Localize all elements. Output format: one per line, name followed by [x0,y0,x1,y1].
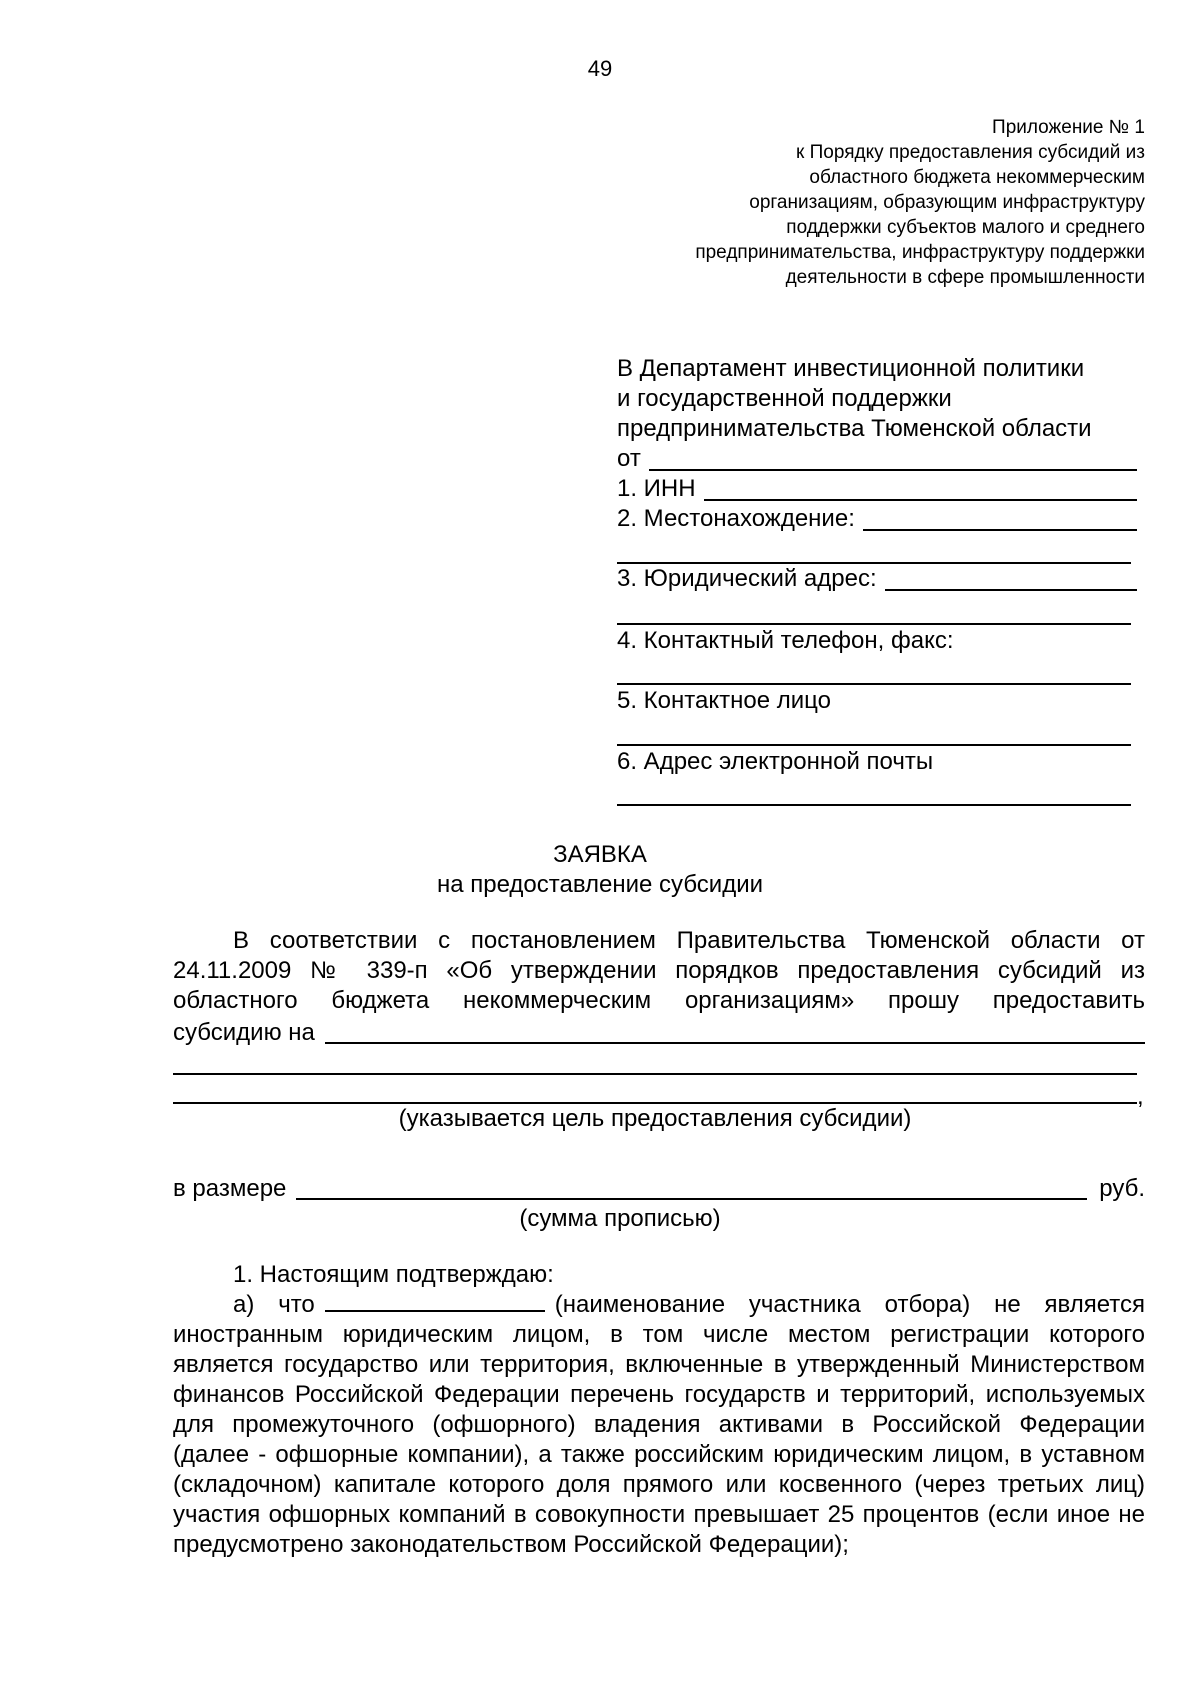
amount-unit: руб. [1099,1175,1145,1202]
inn-label: 1. ИНН [617,475,696,502]
subsidy-purpose-blank[interactable] [325,1018,1145,1044]
amount-label: в размере [173,1175,287,1202]
appendix-line: организациям, образующим инфраструктуру [749,192,1145,213]
legal-address-blank[interactable] [885,565,1137,591]
email-blank[interactable] [617,804,1131,806]
confirm-heading-text: 1. Настоящим подтверждаю: [233,1261,554,1288]
appendix-line: Приложение № 1 [992,117,1145,138]
intro-text: В соответствии с постановлением Правительства Тюменской области от 24.11.2009 № 339-п «Об утверждении порядков предоставления субсидий из областного бюджета некоммерческим организациям» прошу предоставить [173,927,1145,1014]
addressee-line: предпринимательства Тюменской области [617,415,1092,442]
legal-address-blank-line-2[interactable] [617,623,1131,625]
confirm-item-a [173,1290,1145,1560]
from-field[interactable] [617,444,1137,474]
addressee-line: и государственной поддержки [617,385,952,412]
location-blank[interactable] [863,505,1137,531]
subsidy-purpose-blank-line-2[interactable] [173,1073,1137,1075]
appendix-line: предпринимательства, инфраструктуру поддержки [695,242,1145,263]
appendix-line: областного бюджета некоммерческим [809,167,1145,188]
from-blank[interactable] [649,445,1137,471]
document-subtitle: на предоставление субсидии [436,871,764,898]
page-number: 49 [587,56,613,81]
purpose-comma: , [1137,1083,1144,1110]
participant-name-blank[interactable] [325,1290,545,1312]
phone-blank[interactable] [617,683,1131,685]
phone-field [617,626,1137,656]
appendix-line: к Порядку предоставления субсидий из [796,142,1145,163]
phone-label: 4. Контактный телефон, факс: [617,627,954,654]
location-label: 2. Местонахождение: [617,505,855,532]
confirm-a-text: (наименование участника отбора) не является иностранным юридическим лицом, в том числе местом регистрации которого является государство или территория, включенные в утвержденный Министерством финансов Российской Федерации перечень государств и территорий, используемых для промежуточного (офшорного) владения активами в Российской Федерации (далее - офшорные компании), а также российским юридическим лицом, в уставном (складочном) капитале которого доля прямого или косвенного (через третьих лиц) участия офшорных компаний в совокупности превышает 25 процентов (если иное не предусмотрено законодательством Российской Федерации); [173,1291,1145,1558]
intro-paragraph [173,926,1145,1016]
purpose-caption: (указывается цель предоставления субсидии) [398,1105,912,1132]
amount-row[interactable] [173,1174,1145,1204]
contact-person-label: 5. Контактное лицо [617,687,831,714]
from-label: от [617,445,641,472]
legal-address-field[interactable] [617,564,1137,594]
legal-address-label: 3. Юридический адрес: [617,565,877,592]
email-field [617,747,1137,777]
contact-person-blank[interactable] [617,744,1131,746]
subsidy-purpose-row[interactable] [173,1018,1145,1048]
addressee-line: В Департамент инвестиционной политики [617,355,1085,382]
subsidy-label: субсидию на [173,1019,315,1046]
contact-person-field [617,686,1137,716]
addressee-block [617,354,1137,444]
document-title: ЗАЯВКА [553,841,647,868]
appendix-note [560,115,1145,290]
amount-caption: (сумма прописью) [519,1205,721,1232]
email-label: 6. Адрес электронной почты [617,748,934,775]
location-field[interactable] [617,504,1137,534]
amount-blank[interactable] [296,1174,1087,1200]
inn-blank[interactable] [704,475,1137,501]
confirm-heading [173,1260,1145,1290]
appendix-line: поддержки субъектов малого и среднего [786,217,1145,238]
inn-field[interactable] [617,474,1137,504]
appendix-line: деятельности в сфере промышленности [785,267,1145,288]
confirm-a-prefix: а) что [233,1291,315,1318]
